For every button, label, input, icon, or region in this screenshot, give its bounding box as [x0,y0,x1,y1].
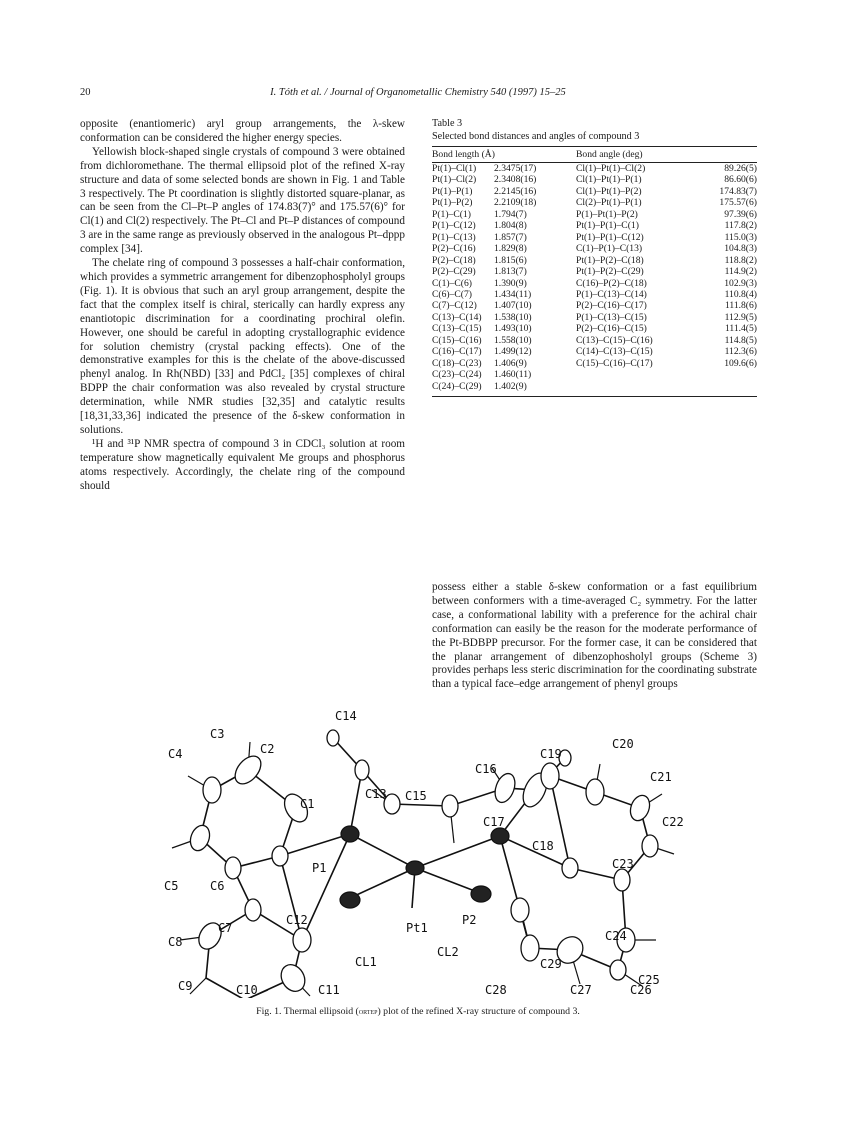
angle-value-cell: 97.39(6) [724,208,757,220]
bond-cell: C(24)–C(29) [432,380,482,392]
atom-label: C25 [638,973,660,987]
angle-name-cell: C(15)–C(16)–C(17) [576,357,653,369]
angle-name-cell: Cl(1)–Pt(1)–P(1) [576,174,642,186]
angle-name-cell: Pt(1)–P(2)–C(29) [576,266,644,278]
bond-cell: C(13)–C(14) [432,311,482,323]
length-cell: 1.813(7) [494,266,527,278]
table-row [432,186,757,197]
bond-cell: P(2)–C(16) [432,243,476,255]
length-cell: 1.493(10) [494,323,532,335]
atom-label: CL1 [355,955,377,969]
atom-label: C3 [210,727,225,741]
angle-name-cell: C(1)–P(1)–C(13) [576,243,643,255]
angle-value-cell: 115.0(3) [724,231,757,243]
table-row [432,209,757,220]
length-cell: 1.434(11) [494,288,532,300]
length-cell: 1.857(7) [494,231,527,243]
angle-name-cell: C(14)–C(13)–C(15) [576,346,653,358]
angle-value-cell: 111.8(6) [724,300,757,312]
length-cell: 1.815(6) [494,254,527,266]
angle-name-cell: Pt(1)–P(2)–C(18) [576,254,644,266]
table-row [432,312,757,323]
bond-cell: P(1)–C(12) [432,220,476,232]
paragraph: The chelate ring of compound 3 possesses a half-chair conformation, which provides a symmetric arrangement for dibenzophospholyl groups (Fig. 1). It is obvious that such an aryl group arrangement, despite the fact that the complex itself is chiral, sterically can hardly express any enantiotopic discrimination for a coordinating prochiral olefin. However, one should be careful in adopting crystallographic evidence for solution chemistry (crystal packing effects). One of the demonstrative examples for this is the chelate of the above-discussed phenyl analog. In Rh(NBD) [33] and PdCl₂ [35] complexes of chiral BDPP the chair conformation was also revealed by crystal structure determination, while NMR studies [32,35] and catalytic results [18,31,33,36] indicated the presence of the δ-skew conformation in solutions. [80,257,405,436]
atom-label: P2 [462,913,477,927]
atom-label: CL2 [437,945,459,959]
paragraph: ¹H and ³¹P NMR spectra of compound 3 in CDCl₃ solution at room temperature show magnetically equivalent Me groups and phosphorus atoms respectively. Accordingly, the chelate ring of the compound should [80,437,405,492]
table-row [432,300,757,311]
table-3 [432,118,757,397]
bond-cell: Pt(1)–Cl(1) [432,163,477,174]
atom-label: C13 [365,787,387,801]
atom-label: C24 [605,929,627,943]
angle-value-cell: 109.6(6) [724,357,757,369]
angle-name-cell: Cl(1)–Pt(1)–P(2) [576,185,642,197]
atom-label: C27 [570,983,592,997]
length-cell: 1.499(12) [494,346,532,358]
angle-name-cell: Cl(1)–Pt(1)–Cl(2) [576,163,646,174]
table-title: Selected bond distances and angles of compound 3 [432,130,640,142]
angle-value-cell: 114.8(5) [724,334,757,346]
atom-label: Pt1 [406,921,428,935]
angle-name-cell: C(13)–C(15)–C(16) [576,334,653,346]
bond-cell: C(7)–C(12) [432,300,477,312]
table-label: Table 3 [432,118,463,129]
atom-label: C6 [210,879,225,893]
length-cell: 1.794(7) [494,208,527,220]
atom-label: C7 [218,921,233,935]
page-number: 20 [80,87,91,98]
length-cell: 1.829(8) [494,243,527,255]
angle-value-cell: 117.8(2) [724,220,757,232]
length-cell: 1.407(10) [494,300,532,312]
ortep-structure-drawing [150,678,710,998]
atom-label: C14 [335,709,357,723]
atom-label: C1 [300,797,315,811]
atom-label: C5 [164,879,179,893]
atom-label: C2 [260,742,275,756]
angle-name-cell: P(2)–C(16)–C(15) [576,323,647,335]
angle-name-cell: P(1)–C(13)–C(15) [576,311,647,323]
header-bond-length: Bond length (Å) [432,147,576,163]
table-row [432,381,757,397]
figure-caption [80,1006,756,1017]
atom-label: C22 [662,815,684,829]
bond-cell: P(2)–C(18) [432,254,476,266]
bond-cell: Pt(1)–P(2) [432,197,473,209]
length-cell: 2.2145(16) [494,185,537,197]
angle-value-cell [686,369,757,380]
atom-label: C15 [405,789,427,803]
atom-label: C12 [286,913,308,927]
bond-cell: P(1)–C(13) [432,231,476,243]
paragraph: Yellowish block-shaped single crystals of compound 3 were obtained from dichloromethane. The thermal ellipsoid plot of the refined X-ray structure and data of some selected bonds are shown in Fig. 1 and Table 3 respectively. The Pt coordination is slightly distorted square-planar, as can be seen from the Cl–Pt–P angles of 174.83(7)° and 175.57(6)° for Cl(1) and Cl(2) respectively. The Pt–Cl and Pt–P distances of compound 3 are in the same range as previously observed in the analogous Pt–dppp complex [34]. [80,145,405,256]
table-row [432,163,757,175]
paragraph: possess either a stable δ-skew conformation or a fast equilibrium between conformers with a time-averaged C₂ symmetry. For the latter case, a conformational lability with a preference for the achiral chair conformation can easily be the reason for the moderate performance of the Pt-BDBPP precursor. For the former case, it can be considered that the planar arrangement of dibenzophosholyl groups (Scheme 3) provides perhaps less steric discrimination for the coordinating substrate than a typical face–edge arrangement of phenyl groups [432,581,757,691]
table-row [432,335,757,346]
angle-name-cell: P(1)–C(13)–C(14) [576,288,647,300]
bond-cell: C(6)–C(7) [432,288,472,300]
caption-text-end: ) plot of the refined X-ray structure of compound 3. [377,1006,580,1017]
length-cell: 1.402(9) [494,380,527,392]
atom-label: C21 [650,770,672,784]
angle-value-cell: 175.57(6) [719,197,757,209]
angle-value-cell: 114.9(2) [724,266,757,278]
angle-value-cell: 112.9(5) [724,311,757,323]
page-header [80,87,756,101]
atom-label: C17 [483,815,505,829]
angle-name-cell: Pt(1)–P(1)–C(12) [576,231,644,243]
angle-name-cell: C(16)–P(2)–C(18) [576,277,647,289]
atom-label: C19 [540,747,562,761]
table-row [432,197,757,208]
table-row [432,243,757,254]
length-cell: 1.390(9) [494,277,527,289]
left-text-column [80,118,405,493]
angle-name-cell: P(1)–Pt(1)–P(2) [576,208,638,220]
table-row [432,323,757,334]
angle-value-cell: 102.9(3) [724,277,757,289]
bond-cell: C(1)–C(6) [432,277,472,289]
angle-name-cell [576,369,686,380]
table-row [432,174,757,185]
atom-label: C29 [540,957,562,971]
atom-label: C9 [178,979,193,993]
bond-cell: Pt(1)–Cl(2) [432,174,477,186]
bond-cell: C(16)–C(17) [432,346,482,358]
bond-cell: P(1)–C(1) [432,208,471,220]
atom-label: C16 [475,762,497,776]
angle-name-cell [576,381,686,397]
length-cell: 1.558(10) [494,334,532,346]
atom-label: C26 [630,983,652,997]
angle-name-cell: Cl(2)–Pt(1)–P(1) [576,197,642,209]
bond-cell: C(18)–C(23) [432,357,482,369]
table-row [432,278,757,289]
angle-value-cell: 112.3(6) [724,346,757,358]
table-row [432,358,757,369]
length-cell: 2.3408(16) [494,174,537,186]
length-cell: 1.406(9) [494,357,527,369]
bond-cell: P(2)–C(29) [432,266,476,278]
journal-running-head: I. Tóth et al. / Journal of Organometallic Chemistry 540 (1997) 15–25 [270,87,566,98]
table-row [432,369,757,380]
ortep-figure [150,678,710,998]
length-cell: 1.460(11) [494,369,532,381]
table-row [432,232,757,243]
atom-label: P1 [312,861,327,875]
atom-label: C18 [532,839,554,853]
length-cell: 1.538(10) [494,311,532,323]
bond-cell: C(13)–C(15) [432,323,482,335]
atom-label: C11 [318,983,340,997]
paragraph: opposite (enantiomeric) aryl group arrangements, the λ-skew conformation can be considered the higher energy species. [80,118,405,144]
angle-value-cell: 86.60(6) [724,174,757,186]
table-row [432,266,757,277]
bond-table [432,146,757,397]
atom-label: C10 [236,983,258,997]
atom-label: C28 [485,983,507,997]
caption-text-start: Fig. 1. Thermal ellipsoid ( [256,1006,359,1017]
right-text-column [432,581,757,692]
angle-value-cell: 174.83(7) [719,185,757,197]
atom-label: C20 [612,737,634,751]
caption-ortep: ortep [358,1006,378,1016]
length-cell: 1.804(8) [494,220,527,232]
bond-cell: Pt(1)–P(1) [432,185,473,197]
angle-value-cell: 104.8(3) [724,243,757,255]
angle-name-cell: P(2)–C(16)–C(17) [576,300,647,312]
angle-name-cell: Pt(1)–P(1)–C(1) [576,220,639,232]
length-cell: 2.3475(17) [494,163,537,174]
table-row [432,346,757,357]
header-bond-angle: Bond angle (deg) [576,147,757,163]
table-row [432,289,757,300]
length-cell: 2.2109(18) [494,197,537,209]
angle-value-cell: 110.8(4) [724,288,757,300]
bond-cell: C(23)–C(24) [432,369,482,381]
table-row [432,220,757,231]
bond-cell: C(15)–C(16) [432,334,482,346]
angle-value-cell [686,381,757,397]
angle-value-cell: 89.26(5) [724,163,757,174]
atom-label: C23 [612,857,634,871]
atom-label: C4 [168,747,183,761]
atom-label: C8 [168,935,183,949]
table-row [432,255,757,266]
table-header-row [432,147,757,163]
angle-value-cell: 111.4(5) [724,323,757,335]
angle-value-cell: 118.8(2) [724,254,757,266]
